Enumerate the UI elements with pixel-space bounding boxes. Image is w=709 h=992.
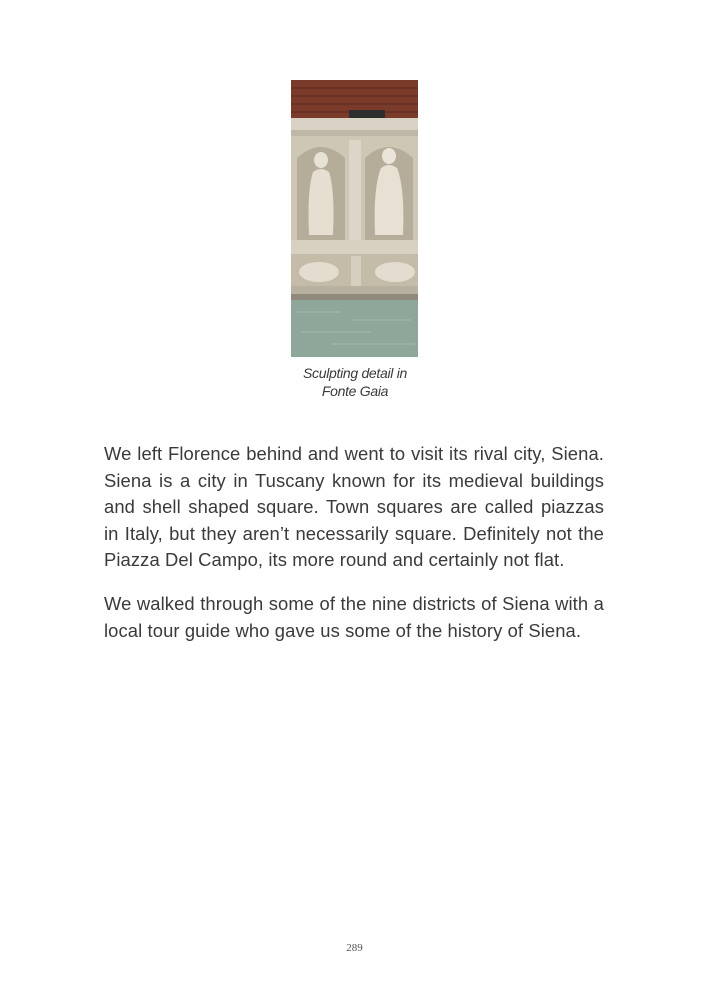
paragraph-2: We walked through some of the nine districts of Siena with a local tour guide who gave us some of the history of Siena. <box>104 592 604 641</box>
fountain-photo-icon <box>291 80 418 357</box>
figure-caption <box>230 364 480 400</box>
caption-line-2: Fonte Gaia <box>321 383 389 399</box>
page-number: 289 <box>346 942 363 954</box>
paragraph-1: We left Florence behind and went to visit its rival city, Siena. Siena is a city in Tuscany known for its medieval buildings and shell shaped square. Town squares are called piazzas in Italy, but they aren’t necessarily square. Definitely not the Piazza Del Campo, its more round and certainly not flat. <box>104 443 604 571</box>
fonte-gaia-photo <box>291 80 418 357</box>
body-text <box>104 441 604 661</box>
caption-line-1: Sculpting detail in <box>302 365 408 381</box>
